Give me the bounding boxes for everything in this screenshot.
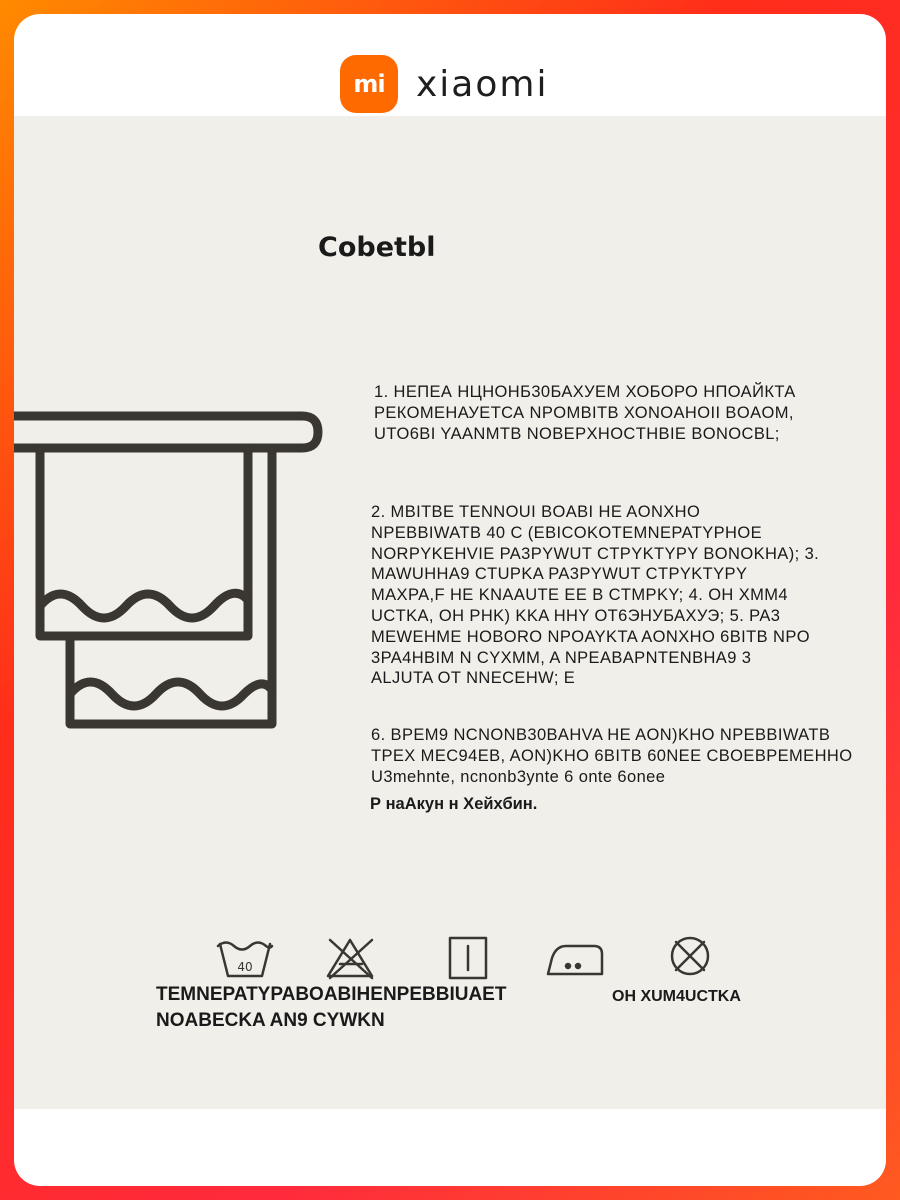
towel-illustration-icon (14, 394, 334, 744)
page-title: Cobetbl (318, 232, 436, 263)
no-bleach-icon (328, 940, 372, 978)
product-card (14, 14, 886, 1186)
mi-logo-badge: mi (340, 55, 398, 113)
advice-paragraph-3: 6. BPEM9 NCNONB30BAHVA HE AON)KHO NPEBBIWATB TPEX MEC94EB, AON)KHO 6BITB 60NEE CBOEBPEMEHHO U3mehnte, ncnonb3ynte 6 onte 6onee (371, 726, 853, 786)
iron-icon (548, 946, 602, 974)
drip-dry-icon (450, 938, 486, 978)
advice-paragraph-2: 2. MBITBE TENNOUI BOABI HE AONXHO NPEBBIWATB 40 C (EBICOKOTEMNEPATYPHOE NORPYKEHVIE PA3PYWUT CTPYKTYPY BONOKHA); 3. MAWUHHA9 CTUPKA PA3PYWUT CTPYKTYPY MAXPA,F HE KNAAUTE EE B CTMPKY; 4. OH XMM4 UCTKA, OH PHK) KKA HHY OT6ЭHУБАХУЭ; 5. PA3 MEWEHME HOBORO NPOAYKTA AONXHO 6BITB NPO 3PA4HBIM N CYXMM, A NPEABAPNTENBHA9 3 ALJUTA OT NNECEHW; E (371, 503, 820, 688)
wash-temp-label: 40 (237, 960, 253, 974)
advice-footnote: Р наАкун н Хейхбин. (370, 795, 538, 813)
towel-rod (14, 416, 318, 448)
back-towel-wave (70, 682, 272, 706)
no-dry-clean-icon (672, 938, 708, 974)
care-caption-right: OH XUM4UCTKA (612, 988, 741, 1005)
brand-logo (340, 55, 548, 113)
care-caption-left: TEMNEPATYPABOABIHENPEBBIUAET NOABECKA AN9 CYWKN (156, 984, 507, 1031)
brand-wordmark: xiaomi (416, 63, 549, 105)
wash-40-icon (218, 943, 272, 977)
advice-paragraph-1: 1. НЕПЕА НЦНОНБ30БАХУЕМ ХОБОРО НПОАЙКТА РЕКОМЕНАУЕТСА NPOMBITB ХОNOAНOII BOAOM, UTO6BI YAANMTB NOBEPXHOCTHBIE BONOCBL; (374, 383, 796, 443)
